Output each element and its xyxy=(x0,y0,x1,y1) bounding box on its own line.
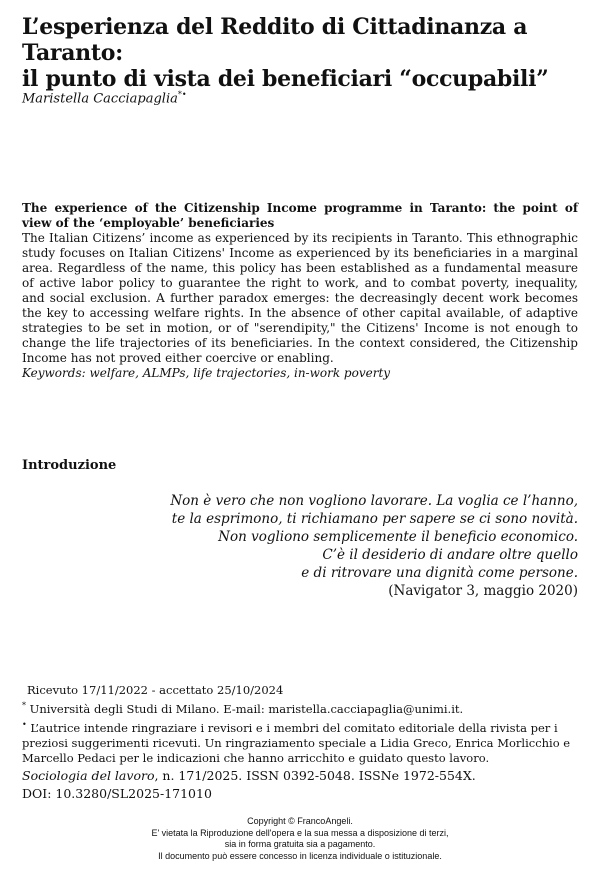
author-name: Maristella Cacciapaglia xyxy=(22,91,178,107)
keywords: Keywords: welfare, ALMPs, life trajectories, in-work poverty xyxy=(22,366,391,380)
article-title xyxy=(22,14,592,92)
epigraph-line: C’è il desiderio di andare oltre quello xyxy=(322,547,578,563)
copyright-notice xyxy=(0,816,600,862)
author-line xyxy=(22,90,187,106)
abstract-title: The experience of the Citizenship Income programme in Taranto: the point of view of the ‘employable’ beneficiaries xyxy=(22,201,578,230)
author-footnote-marks: *• xyxy=(177,90,187,99)
doi: DOI: 10.3280/SL2025-171010 xyxy=(22,785,212,801)
thanks-text: L’autrice intende ringraziare i revisori e i membri del comitato editoriale della rivista per i preziosi suggerimenti ricevuti. Un ringraziamento speciale a Lidia Greco, Enrica Morlicchio e Marcello Pedaci per le indicazioni che hanno arricchito e guidato questo lavoro. xyxy=(22,720,571,765)
epigraph-line: Non è vero che non vogliono lavorare. La voglia ce l’hanno, xyxy=(170,493,578,509)
abstract-body: The Italian Citizens’ income as experienced by its recipients in Taranto. This ethnographic study focuses on Italian Citizens' Income as experienced by its beneficiaries in a marginal area. Regardless of the name, this policy has been established as a fundamental measure of active labor policy to guarantee the right to work, and to combat poverty, inequality, and social exclusion. A further paradox emerges: the decreasingly decent work becomes the key to accessing welfare rights. In the absence of other capital available, of adaptive strategies to be set in motion, or of "serendipity," the Citizens' Income is not enough to change the life trajectories of its beneficiaries. In the context considered, the Citizenship Income has not proved either coercive or enabling. xyxy=(22,231,578,365)
title-line: L’esperienza del Reddito di Cittadinanza a Taranto: xyxy=(22,14,528,66)
epigraph-line: te la esprimono, ti richiamano per sapere se ci sono novità. xyxy=(171,511,578,527)
copyright-line: Il documento può essere concesso in licenza individuale o istituzionale. xyxy=(158,850,442,861)
copyright-line: sia in forma gratuita sia a pagamento. xyxy=(224,839,376,849)
footnote-mark: • xyxy=(22,719,27,729)
section-heading: Introduzione xyxy=(22,458,117,473)
copyright-line: Copyright © FrancoAngeli. xyxy=(247,816,353,826)
abstract xyxy=(22,201,578,381)
epigraph-source: (Navigator 3, maggio 2020) xyxy=(388,583,578,599)
copyright-line: E' vietata la Riproduzione dell'opera e la sua messa a disposizione di terzi, xyxy=(151,827,449,838)
footnote-mark: * xyxy=(22,701,26,710)
footnotes xyxy=(22,683,582,802)
journal-issue: , n. 171/2025. ISSN 0392-5048. ISSNe 1972-554X. xyxy=(154,767,476,783)
epigraph-line: Non vogliono semplicemente il beneficio economico. xyxy=(218,529,578,545)
affiliation-text: Università degli Studi di Milano. E-mail: maristella.cacciapaglia@unimi.it. xyxy=(29,701,464,716)
epigraph-line: e di ritrovare una dignità come persone. xyxy=(301,565,578,581)
title-line: il punto di vista dei beneficiari “occupabili” xyxy=(22,66,549,92)
journal-citation xyxy=(22,768,582,784)
epigraph xyxy=(118,492,578,600)
journal-name: Sociologia del lavoro xyxy=(22,767,155,783)
received-dates: Ricevuto 17/11/2022 - accettato 25/10/2024 xyxy=(27,683,284,697)
footnote-thanks xyxy=(22,717,582,766)
footnote-affiliation xyxy=(22,698,582,717)
